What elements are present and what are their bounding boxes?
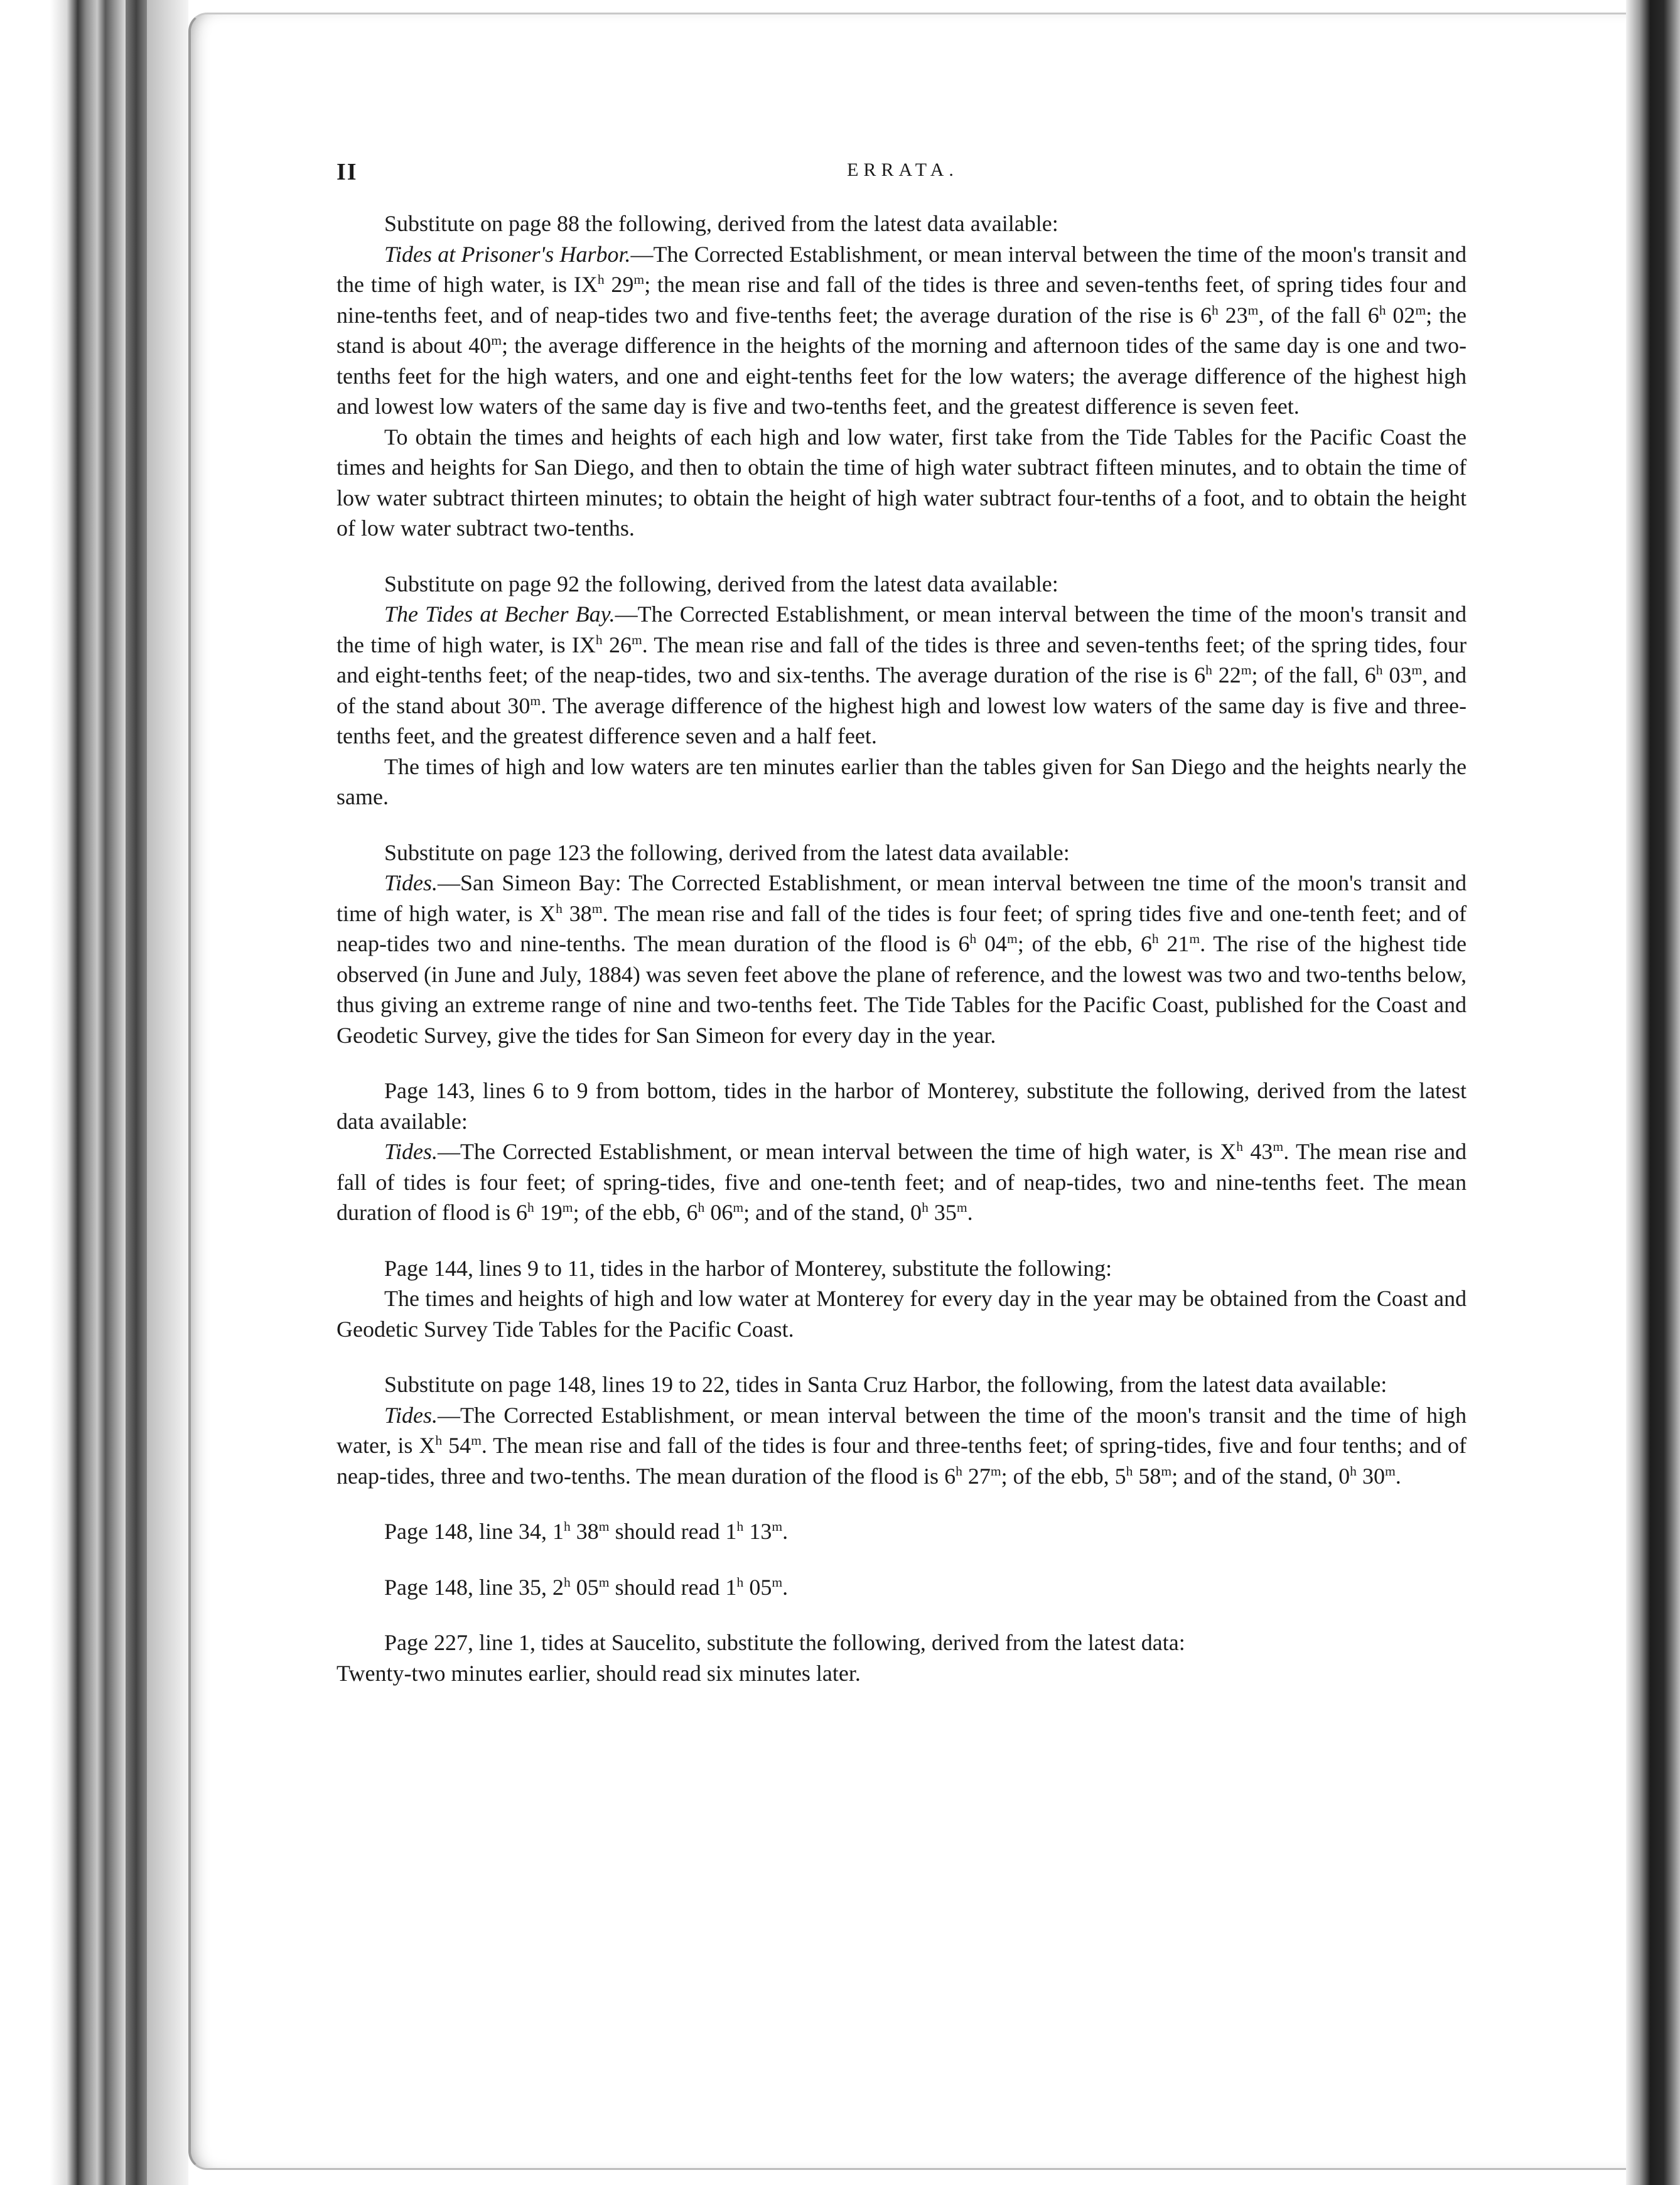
erratum-page-92-note: The times of high and low waters are ten minutes earlier than the tables given for San Diego and the heights nearly the same. bbox=[337, 753, 1467, 809]
erratum-page-148-line-35: Page 148, line 35, 2$^h$ 05$^m$ should read 1$^h$ 05$^m$. bbox=[384, 1574, 789, 1600]
erratum-page-88-instructions: To obtain the times and heights of each high and low water, first take from the Tide Tables for the Pacific Coast the times and heights for San Diego, and then to obtain the time of high water subtract fifteen minutes, and to obtain the time of low water subtract thirteen minutes; to obtain the height of high water subtract four-tenths of a foot, and to obtain the height of low water subtract two-tenths. bbox=[337, 424, 1467, 541]
page-header bbox=[337, 158, 1469, 196]
erratum-page-227-text: Twenty-two minutes earlier, should read six minutes later. bbox=[337, 1660, 861, 1686]
erratum-page-144-text: The times and heights of high and low water at Monterey for every day in the year may be obtained from the Coast and Geodetic Survey Tide Tables for the Pacific Coast. bbox=[337, 1286, 1467, 1342]
section-title: Tides. bbox=[384, 870, 438, 895]
section-title: Tides. bbox=[384, 1402, 438, 1428]
binding-gutter bbox=[126, 0, 147, 2185]
erratum-page-148-line-34: Page 148, line 34, 1$^h$ 38$^m$ should read 1$^h$ 13$^m$. bbox=[384, 1519, 789, 1544]
erratum-page-92-text: The Tides at Becher Bay.—The Corrected Establishment, or mean interval between the time of the moon's transit and the time of high water, is $IX^h$ 26$^m$. The mean rise and fall of the tides is three and seven-tenths feet; of the spring tides, four and eight-tenths feet; of the neap-tides, two and six-tenths. The average duration of the rise is 6$^h$ 22$^m$; of the fall, 6$^h$ 03$^m$, and of the stand about 30$^m$. The average difference of the highest high and lowest low waters of the same day is five and three-tenths feet, and the greatest difference seven and a half feet. bbox=[337, 602, 1467, 748]
erratum-page-88-text: Tides at Prisoner's Harbor.—The Corrected Establishment, or mean interval between the time of the moon's transit and the time of high water, is $IX^h$ 29$^m$; the mean rise and fall of the tides is three and seven-tenths feet, of spring tides four and nine-tenths feet, and of neap-tides two and five-tenths feet; the average duration of the rise is 6$^h$ 23$^m$, of the fall 6$^h$ 02$^m$; the stand is about 40$^m$; the average difference in the heights of the morning and afternoon tides of the same day is one and two-tenths feet for the high waters, and one and eight-tenths feet for the low waters; the average difference of the highest high and lowest low waters of the same day is five and two-tenths feet, and the greatest difference is seven feet. bbox=[337, 241, 1467, 419]
erratum-page-144-intro: Page 144, lines 9 to 11, tides in the harbor of Monterey, substitute the following: bbox=[384, 1255, 1112, 1281]
binding-shadow bbox=[50, 0, 188, 2185]
section-title: The Tides at Becher Bay. bbox=[384, 602, 615, 627]
erratum-page-148-intro: Substitute on page 148, lines 19 to 22, tides in Santa Cruz Harbor, the following, from the latest data available: bbox=[384, 1372, 1387, 1397]
erratum-page-227-intro: Page 227, line 1, tides at Saucelito, substitute the following, derived from the latest data: bbox=[384, 1630, 1185, 1655]
page-number: II bbox=[337, 159, 358, 185]
erratum-page-92-intro: Substitute on page 92 the following, derived from the latest data available: bbox=[384, 571, 1058, 596]
section-title: Tides at Prisoner's Harbor. bbox=[384, 241, 631, 267]
erratum-page-143-text: Tides.—The Corrected Establishment, or mean interval between the time of high water, is $X^h$ 43$^m$. The mean rise and fall of tides is four feet; of spring-tides, five and one-tenth feet; and of neap-tides, two and nine-tenths feet. The mean duration of flood is 6$^h$ 19$^m$; of the ebb, 6$^h$ 06$^m$; and of the stand, 0$^h$ 35$^m$. bbox=[337, 1139, 1467, 1225]
erratum-page-88-intro: Substitute on page 88 the following, derived from the latest data available: bbox=[384, 211, 1058, 236]
right-page-edge bbox=[1626, 0, 1680, 2185]
errata-body bbox=[337, 208, 1467, 1688]
erratum-page-143-intro: Page 143, lines 6 to 9 from bottom, tides in the harbor of Monterey, substitute the following, derived from the latest data available: bbox=[337, 1078, 1467, 1134]
section-title: Tides. bbox=[384, 1139, 438, 1164]
erratum-page-123-text: Tides.—San Simeon Bay: The Corrected Establishment, or mean interval between tne time of the moon's transit and time of high water, is $X^h$ 38$^m$. The mean rise and fall of the tides is four feet; of spring tides five and one-tenth feet; and of neap-tides two and nine-tenths. The mean duration of the flood is 6$^h$ 04$^m$; of the ebb, 6$^h$ 21$^m$. The rise of the highest tide observed (in June and July, 1884) was seven feet above the plane of reference, and the lowest was two and two-tenths below, thus giving an extreme range of nine and two-tenths feet. The Tide Tables for the Pacific Coast, published for the Coast and Geodetic Survey, give the tides for San Simeon for every day in the year. bbox=[337, 870, 1467, 1048]
erratum-page-123-intro: Substitute on page 123 the following, derived from the latest data available: bbox=[384, 839, 1070, 865]
running-head: ERRATA. bbox=[847, 159, 959, 180]
erratum-page-148-text: Tides.—The Corrected Establishment, or mean interval between the time of the moon's transit and the time of high water, is $X^h$ 54$^m$. The mean rise and fall of the tides is four and three-tenths feet; of spring-tides, five and four tenths; and of neap-tides, three and two-tenths. The mean duration of the flood is 6$^h$ 27$^m$; of the ebb, 5$^h$ 58$^m$; and of the stand, 0$^h$ 30$^m$. bbox=[337, 1402, 1467, 1489]
